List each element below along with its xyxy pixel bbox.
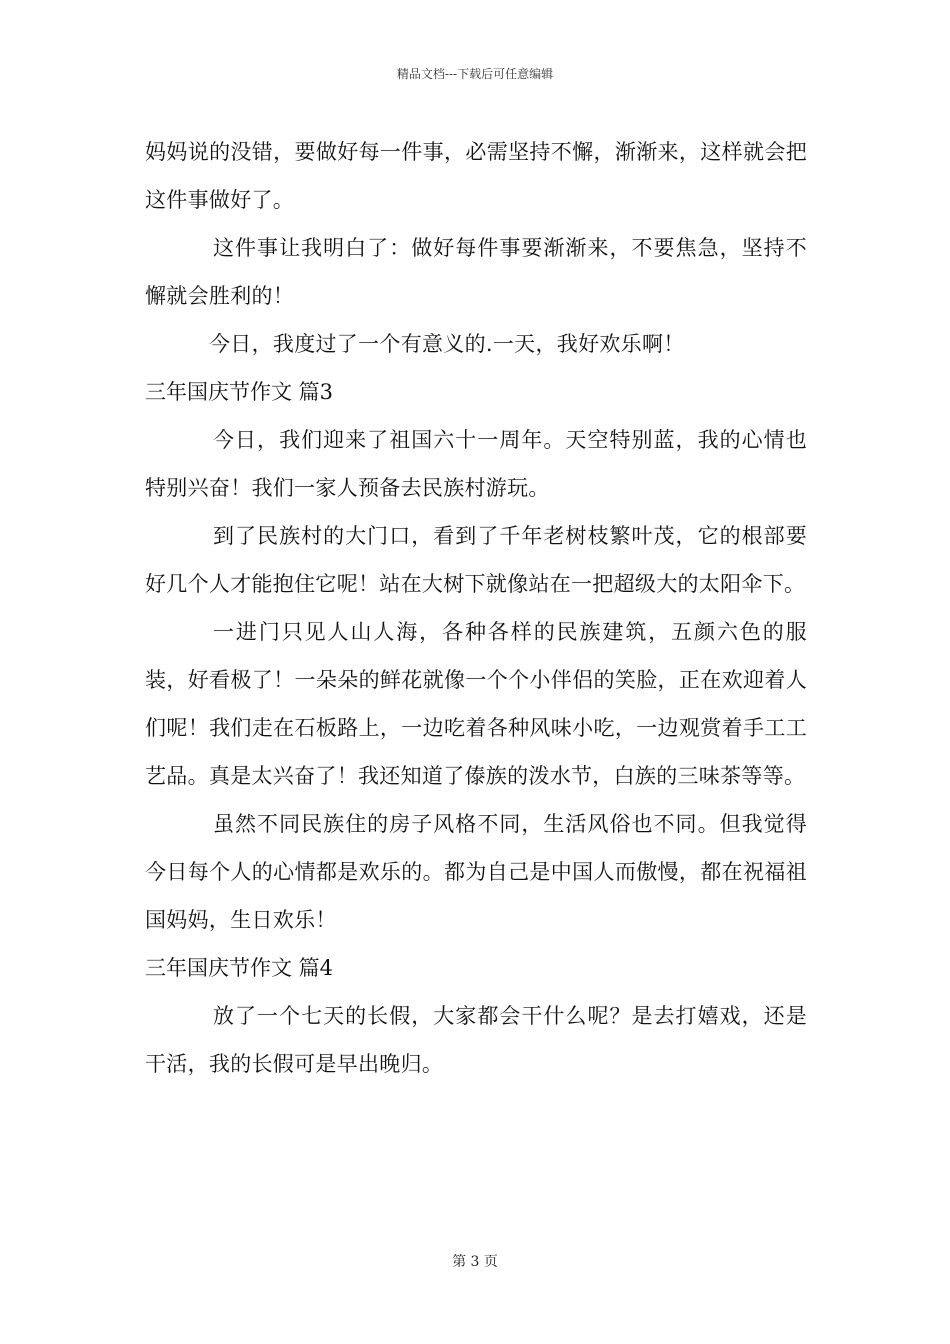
document-body: [145, 128, 807, 1088]
paragraph: 这件事让我明白了：做好每件事要渐渐来，不要焦急，坚持不懈就会胜利的！: [145, 236, 807, 308]
paragraph: 放了一个七天的长假，大家都会干什么呢？是去打嬉戏，还是干活，我的长假可是早出晚归。: [145, 1004, 807, 1076]
paragraph: 到了民族村的大门口，看到了千年老树枝繁叶茂，它的根部要好几个人才能抱住它呢！站在大树下就像站在一把超级大的太阳伞下。: [145, 524, 807, 596]
page-number: 第 3 页: [452, 1254, 498, 1270]
paragraph-continuation: 妈妈说的没错，要做好每一件事，必需坚持不懈，渐渐来，这样就会把这件事做好了。: [145, 140, 807, 212]
page-header: 精品文档---下载后可任意编辑: [396, 67, 554, 81]
section-heading: 三年国庆节作文 篇3: [145, 380, 334, 404]
paragraph: 今日，我度过了一个有意义的.一天，我好欢乐啊！: [209, 332, 685, 356]
paragraph: 一进门只见人山人海，各种各样的民族建筑，五颜六色的服装，好看极了！一朵朵的鲜花就像一个个小伴侣的笑脸，正在欢迎着人们呢！我们走在石板路上，一边吃着各种风味小吃，一边观赏着手工工艺品。真是太兴奋了！我还知道了傣族的泼水节，白族的三味茶等等。: [145, 620, 807, 788]
paragraph: 虽然不同民族住的房子风格不同，生活风俗也不同。但我觉得今日每个人的心情都是欢乐的。都为自己是中国人而傲慢，都在祝福祖国妈妈，生日欢乐！: [145, 812, 807, 932]
paragraph: 今日，我们迎来了祖国六十一周年。天空特别蓝，我的心情也特别兴奋！我们一家人预备去民族村游玩。: [145, 428, 807, 500]
section-heading: 三年国庆节作文 篇4: [145, 956, 334, 980]
